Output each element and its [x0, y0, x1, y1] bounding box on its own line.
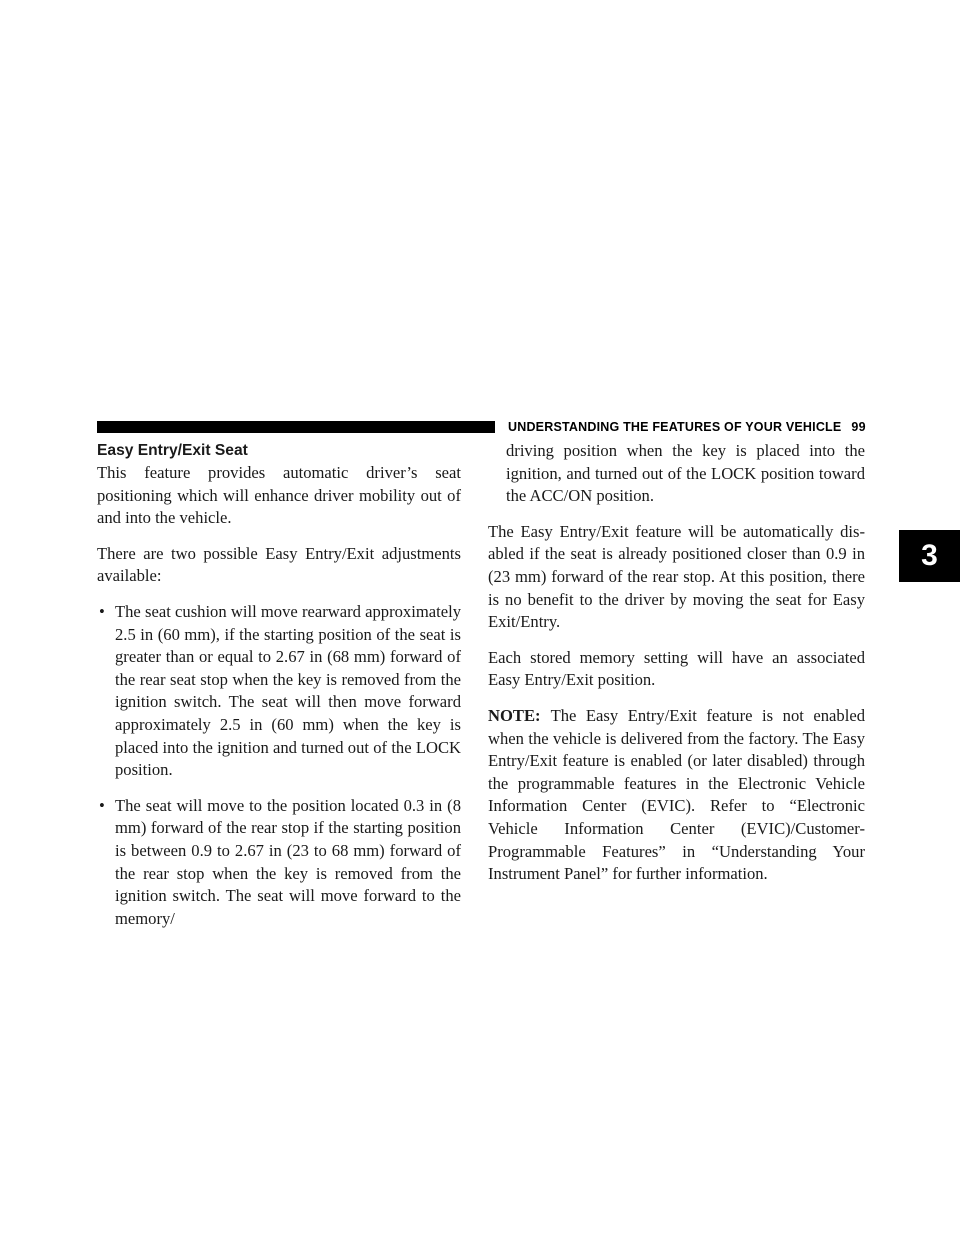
list-item: [97, 795, 461, 931]
intro-paragraph: This feature provides automatic driver’s seat positioning which will enhance driver mobility out of and into the vehicle.: [97, 463, 461, 528]
note-paragraph: [488, 705, 865, 886]
bullet-continuation: driving position when the key is placed into the ignition, and turned out of the LOCK position toward the ACC/ON position.: [506, 441, 865, 506]
right-column: [488, 440, 865, 899]
adjustments-intro-paragraph: There are two possible Easy Entry/Exit adjustments available:: [97, 543, 461, 586]
header-section-title: UNDERSTANDING THE FEATURES OF YOUR VEHICLE: [508, 420, 842, 434]
section-heading: Easy Entry/Exit Seat: [97, 442, 248, 459]
list-item: [97, 601, 461, 782]
bullet-icon: •: [99, 601, 105, 621]
left-column: [97, 440, 461, 943]
note-text: The Easy Entry/Exit feature is not enabled when the vehicle is delivered from the factory. The Easy Entry/Exit feature is enabled (or later disabled) through the programmable features in the Electronic Vehicle Information Center (EVIC). Refer to “Electronic Vehicle Information Center (EVIC)/Customer-Programmable Features” in “Understanding Your Instrument Panel” for further information.: [488, 705, 865, 884]
disabled-paragraph: The Easy Entry/Exit feature will be automatically dis-abled if the seat is already positioned closer than 0.9 in (23 mm) forward of the rear stop. At this position, there is no benefit to the driver by moving the seat for Easy Exit/Entry.: [488, 521, 865, 632]
list-item-text: The seat cushion will move rearward approximately 2.5 in (60 mm), if the starting position of the seat is greater than or equal to 2.67 in (68 mm) forward of the rear seat stop when the key is removed from the ignition switch. The seat will then move forward approximately 2.5 in (60 mm) when the key is placed into the ignition and turned out of the LOCK position.: [115, 601, 461, 780]
running-header: [508, 418, 866, 436]
note-label: NOTE:: [488, 705, 541, 725]
chapter-tab: 3: [899, 530, 960, 582]
header-rule: [97, 421, 495, 433]
list-item-text: The seat will move to the position located 0.3 in (8 mm) forward of the rear stop if the starting position is between 0.9 to 2.67 in (23 to 68 mm) forward of the rear stop when the key is removed from the ignition switch. The seat will move forward to the memory/: [115, 795, 461, 928]
adjustments-list: [97, 601, 461, 930]
bullet-icon: •: [99, 795, 105, 815]
page-number: 99: [851, 420, 866, 434]
memory-paragraph: Each stored memory setting will have an associated Easy Entry/Exit position.: [488, 647, 865, 690]
